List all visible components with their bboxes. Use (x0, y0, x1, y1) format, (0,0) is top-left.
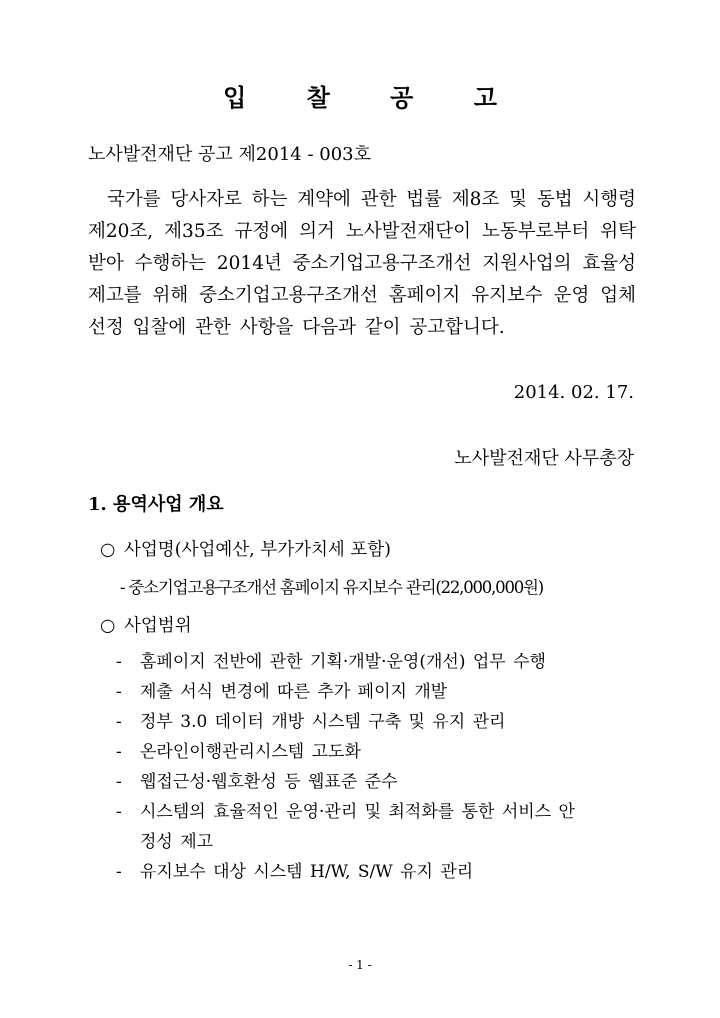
dash-bullet: - (116, 772, 122, 792)
dash-bullet: - (116, 712, 122, 732)
list-item (116, 797, 636, 857)
section-title: 1. 용역사업 개요 (88, 494, 224, 515)
project-name-heading (100, 536, 391, 561)
notice-number: 노사발전재단 공고 제2014 - 003호 (88, 144, 372, 165)
page-number: - 1 - (348, 958, 372, 972)
list-item-text: 제출 서식 변경에 따른 추가 페이지 개발 (140, 682, 448, 702)
list-item-text: 정부 3.0 데이터 개방 시스템 구축 및 유지 관리 (140, 712, 506, 732)
list-item (116, 737, 636, 767)
list-item-continuation: 정성 제고 (140, 832, 214, 852)
list-item (116, 677, 636, 707)
dash-bullet: - (116, 682, 122, 702)
notice-body: 국가를 당사자로 하는 계약에 관한 법률 제8조 및 동법 시행령 제20조, 제35조 규정에 의거 노사발전재단이 노동부로부터 위탁받아 수행하는 2014년 중소기업고용구조개선 지원사업의 효율성 제고를 위해 중소기업고용구조개선 홈페이지 유지보수 운영 업체 선정 입찰에 관한 사항을 다음과 같이 공고합니다. (88, 189, 636, 338)
list-item (116, 647, 636, 677)
scope-list (116, 647, 636, 887)
list-item (116, 767, 636, 797)
project-name-detail: - 중소기업고용구조개선 홈페이지 유지보수 관리(22,000,000원) (120, 578, 544, 597)
list-item (116, 857, 636, 887)
list-item-text: 홈페이지 전반에 관한 기획·개발·운영(개선) 업무 수행 (140, 652, 546, 672)
list-item (116, 707, 636, 737)
notice-date: 2014. 02. 17. (513, 382, 634, 403)
list-item-text: 유지보수 대상 시스템 H/W, S/W 유지 관리 (140, 862, 474, 882)
scope-heading-label: 사업범위 (124, 616, 192, 636)
page-title: 입 찰 공 고 (223, 83, 523, 112)
list-item-text: 웹접근성·웹호환성 등 웹표준 준수 (140, 772, 398, 792)
dash-bullet: - (116, 802, 122, 822)
circle-bullet-icon: ○ (100, 540, 116, 560)
circle-bullet-icon: ○ (100, 616, 116, 636)
dash-bullet: - (116, 652, 122, 672)
dash-bullet: - (116, 862, 122, 882)
list-item-text: 온라인이행관리시스템 고도화 (140, 742, 361, 762)
scope-heading (100, 612, 192, 637)
list-item-text: 시스템의 효율적인 운영·관리 및 최적화를 통한 서비스 안 (140, 802, 575, 822)
notice-signer: 노사발전재단 사무총장 (454, 448, 634, 469)
project-name-heading-label: 사업명(사업예산, 부가가치세 포함) (124, 540, 392, 560)
dash-bullet: - (116, 742, 122, 762)
